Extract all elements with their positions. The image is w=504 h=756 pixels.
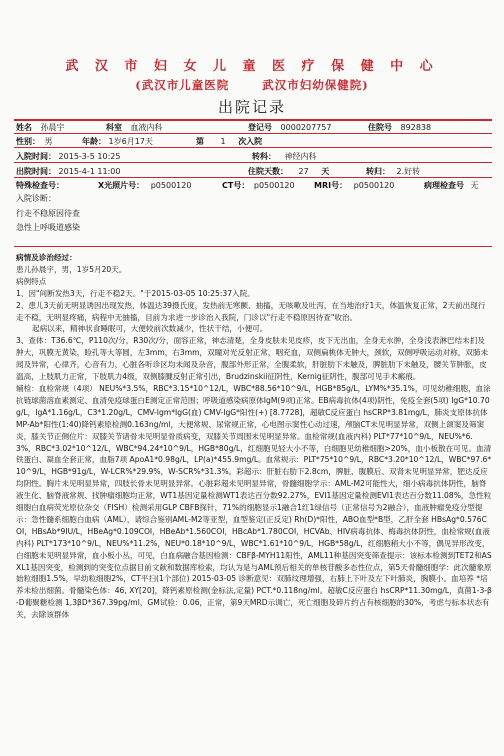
- ct-value: p0500120: [253, 181, 295, 190]
- admit-dx-label: 入院诊断：: [16, 194, 56, 203]
- feature-item-1: 1、因"间断发热3天，行走不稳2天。"于2015-03-05 10:25:37入院。: [16, 288, 255, 298]
- days-value: 27: [298, 167, 309, 176]
- serial-label: 登记号: [248, 123, 272, 132]
- name-value: 孙晨宇: [40, 123, 65, 132]
- xray-field: [98, 180, 191, 191]
- admit-time-value: 2015-3-5 10:25: [58, 152, 121, 161]
- ct-label: CT号：: [222, 181, 250, 190]
- diagnosis-divider: [14, 246, 492, 247]
- institution-subname-right: 武汉市妇幼保健院): [262, 78, 369, 92]
- serial-value: 0000207757: [280, 123, 332, 132]
- name-label: 姓名: [16, 123, 32, 132]
- patient-row-1: [16, 122, 65, 133]
- dept-field: [106, 122, 163, 133]
- admission-no-label: 住院号: [368, 123, 392, 132]
- institution-subnames: [0, 77, 504, 93]
- outcome-value: 2.好转: [396, 167, 421, 176]
- row-divider-4: [14, 177, 492, 178]
- exam-label: 特殊检查号：: [16, 181, 64, 190]
- path-label: 病理检查号: [424, 181, 464, 190]
- days-label: 住院天数：: [248, 167, 288, 176]
- feature-item-3: 3、查体：T36.6℃，P110次/分，R30次/分，面容正常，神志清楚，全身皮肤未见皮疹，皮下无出血，全身无水肿，全身浅表淋巴结未扪及肿大，巩膜无黄染，睑孔等大等圆，左3mm，右3mm，双瞳对光反射正常，咽充血，双侧扁桃体无肿大，颈软，双侧呼吸运动对称，双肺未闻及异常，心律齐，心音有力，心脏各听诊区均未闻及杂音，腹部外形正常，全腹柔软，肝脏肋下未触及，脾脏肋下未触及，腰关节肿胀，皮温高，上肢肌力正常，下肢肌力4级，双侧膝腱反射正常引出，Brudzinskii征阴性，Kernig征阴性，腹部可见手术瘢痕。: [16, 336, 489, 382]
- form-title: 出院记录: [217, 98, 286, 116]
- admission-no-value: 892838: [400, 123, 432, 132]
- path-field: [424, 180, 479, 191]
- admit-time-label: 入院时间：: [16, 152, 56, 161]
- row-divider-3: [14, 162, 492, 163]
- ct-field: [222, 180, 295, 191]
- general-condition: 起病以来，精神状食睡眠可，大便较前次数减少，性状干结，小便可。: [32, 324, 268, 334]
- age-label: 年龄：: [82, 137, 106, 146]
- admit-times-field: [196, 136, 262, 147]
- mri-value: p0500120: [353, 181, 395, 190]
- patient-row-5: [16, 180, 64, 191]
- days-unit: 天: [321, 167, 330, 176]
- auxiliary-exams: 辅检：血检常规（4项） NEU%*3.5%，RBC*3.15*10^12/L，WBC*88.56*10^9/L，HGB*85g/L，LYM%*35.1%，可见幼稚细胞，血涂抗链球菌溶血素测定、血清免疫球蛋白E测定正常范围；呼吸道感染病原体IgM(9项)正常。EB病毒抗体(4项)阴性，免疫全套(5项) IgG*10.70g/L，IgA*1.16g/L，C3*1.20g/L，CMV-Igm*IgG(血) CMV-IgG*阳性(+) [8.7728]，超敏C反应蛋白 hsCRP*3.81mg/L，肺炎支原体抗体 MP-Ab*阳性(1:40)降钙素原检测0.163ng/ml，大便常规、尿常规正常，心电图示窦性心动过速，颅脑CT未见明显异常，双侧上颌窦及筛窦炎，膝关节正侧位片：双膝关节诸骨未见明显骨质病变，双膝关节周围未见明显异常。血检常规(血液内科) PLT*77*10^9/L，NEU%*6.3%，RBC*3.02*10^12/L，WBC*94.24*10^9/L，HGB*80g/L，红细胞见轻大小不等，白细胞见幼稚细胞>20%，血小板散在可见。血清铁蛋白、凝血全套正常，血脂7项 ApoA1*0.98g/L，LP(a)*455.9mg/L。血常规示：PLT*75*10^9/L，RBC*3.20*10^12/L，WBC*97.6*10^9/L，HGB*91g/L，W-LCR%*29.9%，W-SCR%*31.3%。彩超示：肝脏右肋下2.8cm，脾脏、腹膜后、双肾未见明显异常，肥达反应均阴性。胸片未见明显异常，四肢长骨未见明显异常。心脏彩超未见明显异常，骨髓细胞学示：AML-M2可能性大，细小病毒抗体阴性，脑脊液生化、脑脊液常规、找肿瘤细胞均正常，WT1基因定量检测WT1表达百分数92.27%，EVI1基因定量检测EVI1表达百分数11.08%，急性粒细胞白血病荧光原位杂交（FISH）检测采用GLP CBFB探针，71%的细胞显示1融合1红1绿信号（正常信号为2融合），血液肿瘤免疫分型提示：急性髓系细胞白血病（AML），请综合鉴别AML-M2等亚型，血型鉴定(正反定) Rh(D)*阳性，ABO血型*B型，乙肝全套 HBsAg*0.576COI，HBsAb*9IU/L，HBeAg*0.109COI，HBeAb*1.560COI，HBcAb*1.780COI，HCVAb、HIV病毒抗体、梅毒抗体阴性，血检常规(血液内科) PLT*173*10^9/L，NEU%*11.2%，NEU*0.18*10^9/L，WBC*1.61*10^9/L，HGB*58g/L，红细胞稍大小不等，偶见异形改变，白细胞未见明显异常，血小板小丛，可见，白血病融合基因检测：CBFβ-MYH11阳性，AML11种基因突变筛查提示：该标本检测到TET2和ASXL1基因突变，检测到的突变位点据目前文献和数据库检索，均认为是与AML预后相关的单核苷酸多态性位点，第5天骨髓细胞学：此次髓象原始粒细胞1.5%，早幼粒细胞2%，CT平扫(1个部位) 2015-03-05 诊断意见：双肺纹理增强，右肺上下叶及左下叶肺炎，胸膜小。血培养 *培养未检出细菌。骨髓染色体：46, XY[20]，降钙素原检测(金标法,定量) PCT.*0.118ng/ml。超敏C反应蛋白 hsCRP*11.30mg/L，真菌1-3-β-D葡聚糖检测 1,3βD*367.39pg/ml，GM试验：0.06，正常，第9天MRD示调亡，死亡细胞及碎片约占有核细胞的30%，考虑与标本状态有关，去除该群体: [16, 383, 492, 620]
- header-divider: [14, 119, 492, 121]
- days-field: [248, 166, 329, 177]
- patient-row-3: [16, 151, 120, 162]
- patient-intro: 患儿孙晨宇，男，1岁5月20天。: [16, 264, 127, 274]
- age-field: [82, 136, 153, 147]
- mri-field: [314, 180, 394, 191]
- admit-dx-item: 行走不稳原因待查: [16, 209, 80, 218]
- admit-times-label: 第: [196, 137, 204, 146]
- course-section: [16, 252, 492, 621]
- sex-label: 性别：: [16, 137, 40, 146]
- dept-label: 科室: [106, 123, 122, 132]
- discharge-time-label: 出院时间：: [16, 167, 56, 176]
- serial-field: [248, 122, 331, 133]
- transfer-field: [252, 151, 317, 162]
- patient-row-4: [16, 166, 120, 177]
- features-heading: 病例特点: [16, 276, 47, 286]
- admit-times-suffix: 次入院: [238, 137, 263, 146]
- admission-no-field: [368, 122, 431, 133]
- patient-row-2: [16, 136, 53, 147]
- transfer-label: 转科：: [252, 152, 276, 161]
- mri-label: MRI号：: [314, 181, 348, 190]
- admit-times-value: 1: [220, 137, 226, 146]
- course-heading: 病情及诊治经过：: [16, 253, 77, 262]
- transfer-value: 神经内科: [284, 152, 317, 161]
- row-divider-2: [14, 147, 492, 148]
- row-divider-1: [14, 133, 492, 134]
- institution-subname-left: (武汉市儿童医院: [135, 78, 230, 92]
- sex-value: 男: [44, 137, 53, 146]
- outcome-field: [366, 166, 420, 177]
- path-value: 无: [470, 181, 479, 190]
- admit-dx-item: 急性上呼吸道感染: [16, 223, 80, 232]
- feature-item-2: 2、患儿3天前无明显诱因出现发热，体温达39摄氏度，发热前无寒颤、抽搐，无咳嗽及吐泻，在当地治疗1天，体温恢复正常，2天前出现行走不稳，无明显疼痛，病程中无抽搐，目前为求进一步诊治入我院，门诊以"行走不稳原因待查"收治。: [16, 300, 486, 322]
- dept-value: 血液内科: [130, 123, 163, 132]
- institution-name: 武 汉 市 妇 女 儿 童 医 疗 保 健 中 心: [65, 59, 439, 74]
- outcome-label: 转归：: [366, 167, 390, 176]
- age-value: 1岁6月17天: [108, 137, 153, 146]
- xray-label: X光照片号：: [98, 181, 145, 190]
- xray-value: p0500120: [150, 181, 192, 190]
- discharge-time-value: 2015-4-1 11:00: [58, 167, 121, 176]
